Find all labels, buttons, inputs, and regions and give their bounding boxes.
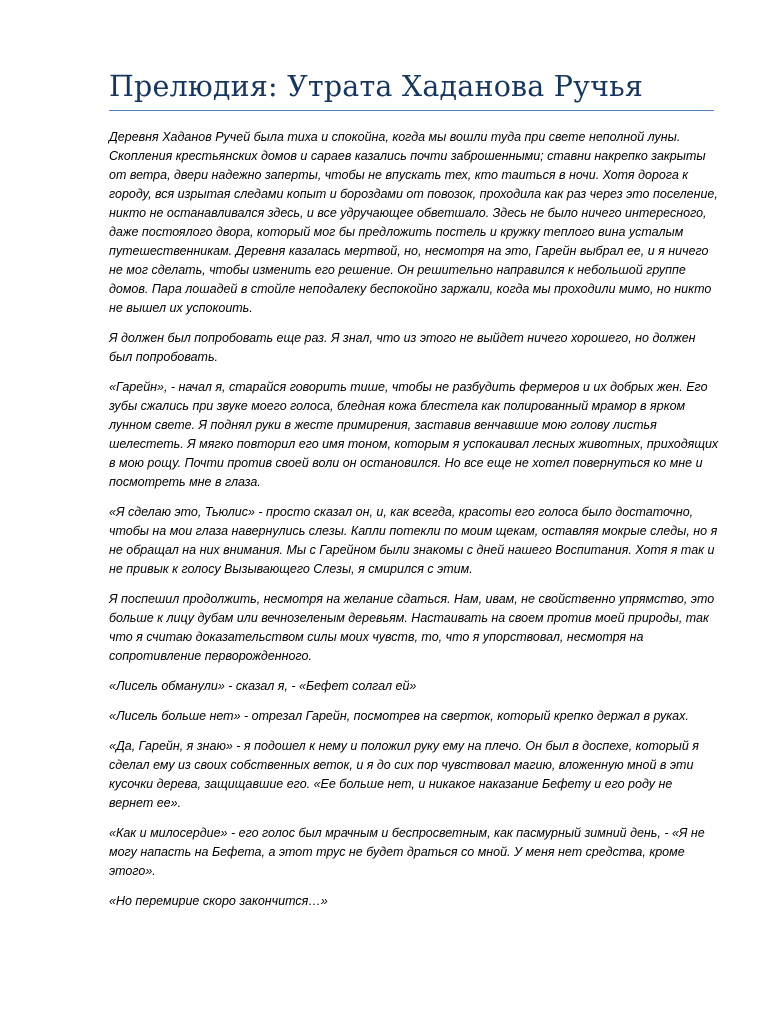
title-underline <box>109 110 714 111</box>
paragraph: «Лисель обманули» - сказал я, - «Бефет солгал ей» <box>109 679 417 693</box>
paragraph: «Да, Гарейн, я знаю» - я подошел к нему и положил руку ему на плечо. Он был в доспехе, который я сделал ему из своих собственных веток, и я до сих пор чувствовал магию, вложенную мной в эти кусочки дерева, защищавшие его. «Ее больше нет, и никакое наказание Бефету и его роду не вернет ее». <box>109 739 699 810</box>
paragraph: «Лисель больше нет» - отрезал Гарейн, посмотрев на сверток, который крепко держал в руках. <box>109 709 689 723</box>
document-body <box>109 128 719 922</box>
paragraph: «Но перемирие скоро закончится…» <box>109 894 328 908</box>
paragraph: Я поспешил продолжить, несмотря на желание сдаться. Нам, ивам, не свойственно упрямство, это больше к лицу дубам или вечнозеленым деревьям. Настаивать на своем против моей природы, так что я считаю доказательством силы моих чувств, то, что я упорствовал, несмотря на сопротивление перворожденного. <box>109 592 715 663</box>
paragraph: «Я сделаю это, Тьюлис» - просто сказал он, и, как всегда, красоты его голоса было достаточно, чтобы на мои глаза навернулись слезы. Капли потекли по моим щекам, оставляя мокрые следы, но я не обращал на них внимания. Мы с Гарейном были знакомы с дней нашего Воспитания. Хотя я так и не привык к голосу Вызывающего Слезы, я смирился с этим. <box>109 505 718 576</box>
paragraph: «Как и милосердие» - его голос был мрачным и беспросветным, как пасмурный зимний день, - «Я не могу напасть на Бефета, а этот трус не будет драться со мной. У меня нет средства, кроме этого». <box>109 826 705 878</box>
paragraph: Деревня Хаданов Ручей была тиха и спокойна, когда мы вошли туда при свете неполной луны. Скопления крестьянских домов и сараев казались почти заброшенными; ставни накрепко закрыты от ветра, двери надежно заперты, чтобы не впускать тех, кто таиться в ночи. Хотя дорога к городу, вся изрытая следами копыт и бороздами от повозок, проходила как раз через это поселение, никто не останавливался здесь, и все удручающее обветшало. Здесь не было ничего интересного, даже постоялого двора, который мог бы предложить постель и кружку теплого вина усталым путешественникам. Деревня казалась мертвой, но, несмотря на это, Гарейн выбрал ее, и я ничего не мог сделать, чтобы изменить его решение. Он решительно направился к небольшой группе домов. Пара лошадей в стойле неподалеку беспокойно заржали, когда мы проходили мимо, но никто не вышел их успокоить. <box>109 130 718 315</box>
paragraph: Я должен был попробовать еще раз. Я знал, что из этого не выйдет ничего хорошего, но должен был попробовать. <box>109 331 696 364</box>
document-title: Прелюдия: Утрата Хаданова Ручья <box>109 70 644 103</box>
paragraph: «Гарейн», - начал я, старайся говорить тише, чтобы не разбудить фермеров и их добрых жен. Его зубы сжались при звуке моего голоса, бледная кожа блестела как полированный мрамор в ярком лунном свете. Я поднял руки в жесте примирения, заставив венчавшие мою голову листья шелестеть. Я мягко повторил его имя тоном, которым я успокаивал лесных животных, приходящих в мою рощу. Почти против своей воли он остановился. Но все еще не хотел повернуться ко мне и посмотреть мне в глаза. <box>109 380 719 489</box>
